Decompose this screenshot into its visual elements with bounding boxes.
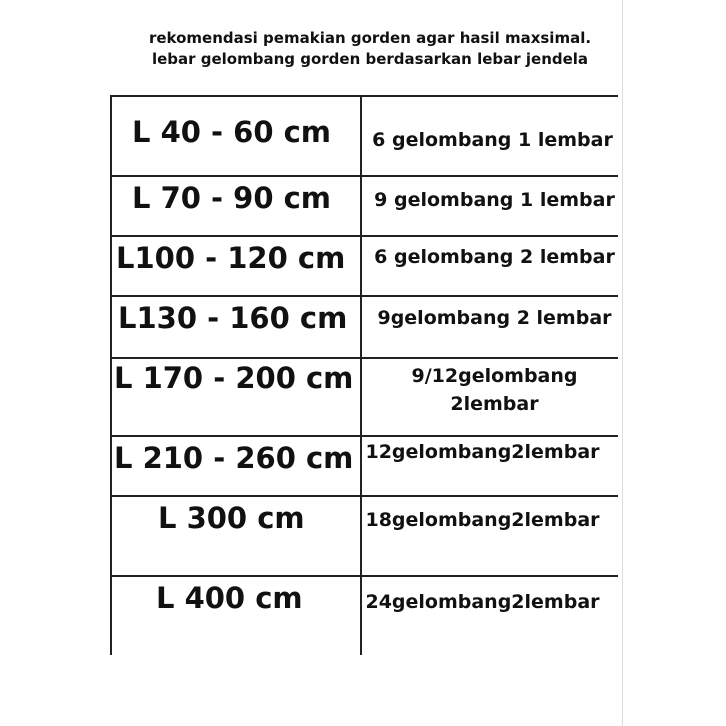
row-divider: [110, 435, 618, 437]
page-edge-divider: [622, 0, 623, 726]
row-divider: [110, 235, 618, 237]
table-row-5-waves-line-2: 2lembar: [450, 393, 539, 415]
row-divider: [110, 357, 618, 359]
table-row-5-waves-line-1: 9/12gelombang: [411, 365, 578, 387]
table-column-divider: [360, 95, 362, 655]
header-line-1: rekomendasi pemakian gorden agar hasil maxsimal.: [148, 29, 592, 47]
row-divider: [110, 175, 618, 177]
table-row-2-waves: 9 gelombang 1 lembar: [374, 189, 615, 211]
row-divider: [110, 575, 618, 577]
row-divider: [110, 495, 618, 497]
table-row-8-size: L 400 cm: [156, 581, 303, 615]
table-row-1-waves: 6 gelombang 1 lembar: [372, 129, 613, 151]
table-row-6-waves: 12gelombang2lembar: [365, 441, 600, 463]
table-row-4-waves: 9gelombang 2 lembar: [377, 307, 612, 329]
page-header: [110, 28, 630, 70]
curtain-width-table: [110, 95, 618, 655]
table-row-3-size: L100 - 120 cm: [116, 241, 346, 275]
row-divider: [110, 295, 618, 297]
row-divider: [110, 95, 618, 97]
table-row-5-size: L 170 - 200 cm: [114, 361, 354, 395]
table-row-8-waves: 24gelombang2lembar: [365, 591, 600, 613]
table-row-7-size: L 300 cm: [158, 501, 305, 535]
table-row-3-waves: 6 gelombang 2 lembar: [374, 246, 615, 268]
header-line-2: lebar gelombang gorden berdasarkan lebar jendela: [151, 50, 589, 68]
table-row-1-size: L 40 - 60 cm: [132, 115, 332, 149]
table-row-4-size: L130 - 160 cm: [118, 301, 348, 335]
table-row-6-size: L 210 - 260 cm: [114, 441, 354, 475]
table-row-7-waves: 18gelombang2lembar: [365, 509, 600, 531]
table-row-2-size: L 70 - 90 cm: [132, 181, 332, 215]
table-left-border: [110, 95, 112, 655]
